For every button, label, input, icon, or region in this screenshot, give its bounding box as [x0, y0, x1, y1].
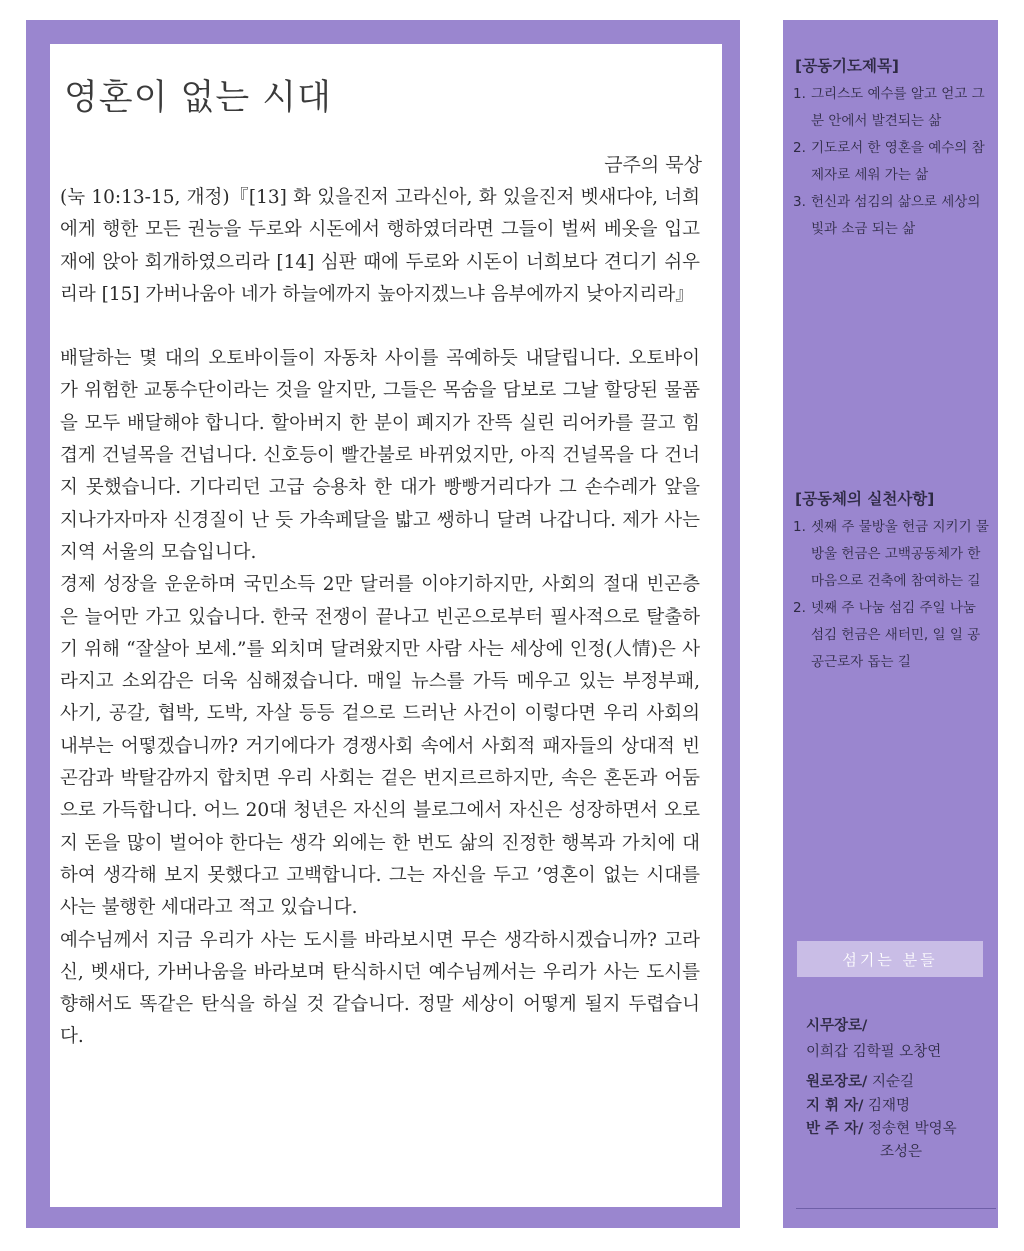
retired-elder-line — [806, 1070, 914, 1091]
article-title: 영혼이 없는 시대 — [64, 78, 332, 118]
body-paragraph-2: 경제 성장을 운운하며 국민소득 2만 달러를 이야기하지만, 사회의 절대 빈곤층은 늘어만 가고 있습니다. 한국 전쟁이 끝나고 빈곤으로부터 필사적으로 탈출하기 위해 “잘살아 보세.”를 외치며 달려왔지만 사람 사는 세상에 인정(人情)은 사라지고 소외감은 더욱 심해졌습니다. 매일 뉴스를 가득 메우고 있는 부정부패, 사기, 공갈, 협박, 도박, 자살 등등 겉으로 드러난 사건이 이렇다면 우리 사회의 내부는 어떻겠습니까? 거기에다가 경쟁사회 속에서 사회적 패자들의 상대적 빈곤감과 박탈감까지 합치면 우리 사회는 겉은 번지르르하지만, 속은 혼돈과 어둠으로 가득합니다. 어느 20대 청년은 자신의 블로그에서 자신은 성장하면서 오로지 돈을 많이 벌어야 한다는 생각 외에는 한 번도 삶의 진정한 행복과 가치에 대하여 생각해 보지 못했다고 고백합니다. 그는 자신을 두고 ’영혼이 없는 시대를 사는 불행한 세대라고 적고 있습니다. — [60, 574, 700, 919]
conductor-names: 김재명 — [868, 1098, 911, 1114]
elders-names: 이희갑 김학필 오창연 — [806, 1044, 942, 1060]
list-item: 3. 헌신과 섬김의 삶으로 세상의 빛과 소금 되는 삶 — [793, 194, 981, 237]
prayer-topics-title: [공동기도제목] — [795, 57, 900, 75]
accompanist-line — [806, 1117, 957, 1138]
accompanist-label: 반 주 자/ — [806, 1121, 864, 1137]
servers-badge: 섬기는 분들 — [797, 941, 983, 977]
scripture-passage: (눅 10:13-15, 개정)『[13] 화 있을진저 고라신아, 화 있을진저 벳새다야, 너희에게 행한 모든 권능을 두로와 시돈에서 행하였더라면 그들이 벌써 베옷을 입고 재에 앉아 회개하였으리라 [14] 심판 때에 두로와 시돈이 너희보다 견디기 쉬우리라 [15] 가버나움아 네가 하늘에까지 높아지겠느냐 음부에까지 낮아지리라』 — [60, 187, 700, 305]
prayer-topics-list — [789, 81, 989, 243]
paragraph-gap — [60, 311, 700, 343]
sidebar-divider — [796, 1208, 996, 1209]
elders-label: 시무장로/ — [806, 1018, 868, 1034]
list-item: 2. 기도로서 한 영혼을 예수의 참 제자로 세워 가는 삶 — [793, 140, 985, 183]
conductor-label: 지 휘 자/ — [806, 1098, 864, 1114]
retired-elder-label: 원로장로/ — [806, 1074, 868, 1090]
list-item: 1. 셋째 주 물방울 헌금 지키기 물방울 헌금은 고백공동체가 한 마음으로 건축에 참여하는 길 — [793, 519, 989, 589]
accompanist-names-2: 조성은 — [880, 1144, 923, 1160]
retired-elder-names: 지순길 — [871, 1074, 914, 1090]
conductor-line — [806, 1094, 910, 1115]
list-item: 2. 넷째 주 나눔 섬김 주일 나눔 섬김 헌금은 새터민, 일 일 공공근로자 돕는 길 — [793, 600, 981, 670]
accompanist-names: 정송현 박영옥 — [868, 1121, 957, 1137]
community-practice-list — [789, 514, 989, 676]
list-item: 1. 그리스도 예수를 알고 얻고 그 분 안에서 발견되는 삶 — [793, 86, 985, 129]
article-byline: 금주의 묵상 — [604, 154, 702, 176]
article-body — [60, 182, 700, 1054]
body-paragraph-3: 예수님께서 지금 우리가 사는 도시를 바라보시면 무슨 생각하시겠습니까? 고라신, 벳새다, 가버나움을 바라보며 탄식하시던 예수님께서는 우리가 사는 도시를 향해서도 똑같은 탄식을 하실 것 같습니다. 정말 세상이 어떻게 될지 두렵습니다. — [60, 929, 700, 1048]
body-paragraph-1: 배달하는 몇 대의 오토바이들이 자동차 사이를 곡예하듯 내달립니다. 오토바이가 위험한 교통수단이라는 것을 알지만, 그들은 목숨을 담보로 그날 할당된 물품을 모두 배달해야 합니다. 할아버지 한 분이 폐지가 잔뜩 실린 리어카를 끌고 힘겹게 건널목을 건넙니다. 신호등이 빨간불로 바뀌었지만, 아직 건널목을 다 건너지 못했습니다. 기다리던 고급 승용차 한 대가 빵빵거리다가 그 손수레가 앞을 지나가자마자 신경질이 난 듯 가속페달을 밟고 쌩하니 달려 나갑니다. 제가 사는 지역 서울의 모습입니다. — [60, 348, 700, 563]
community-practice-title: [공동체의 실천사항] — [795, 490, 935, 508]
